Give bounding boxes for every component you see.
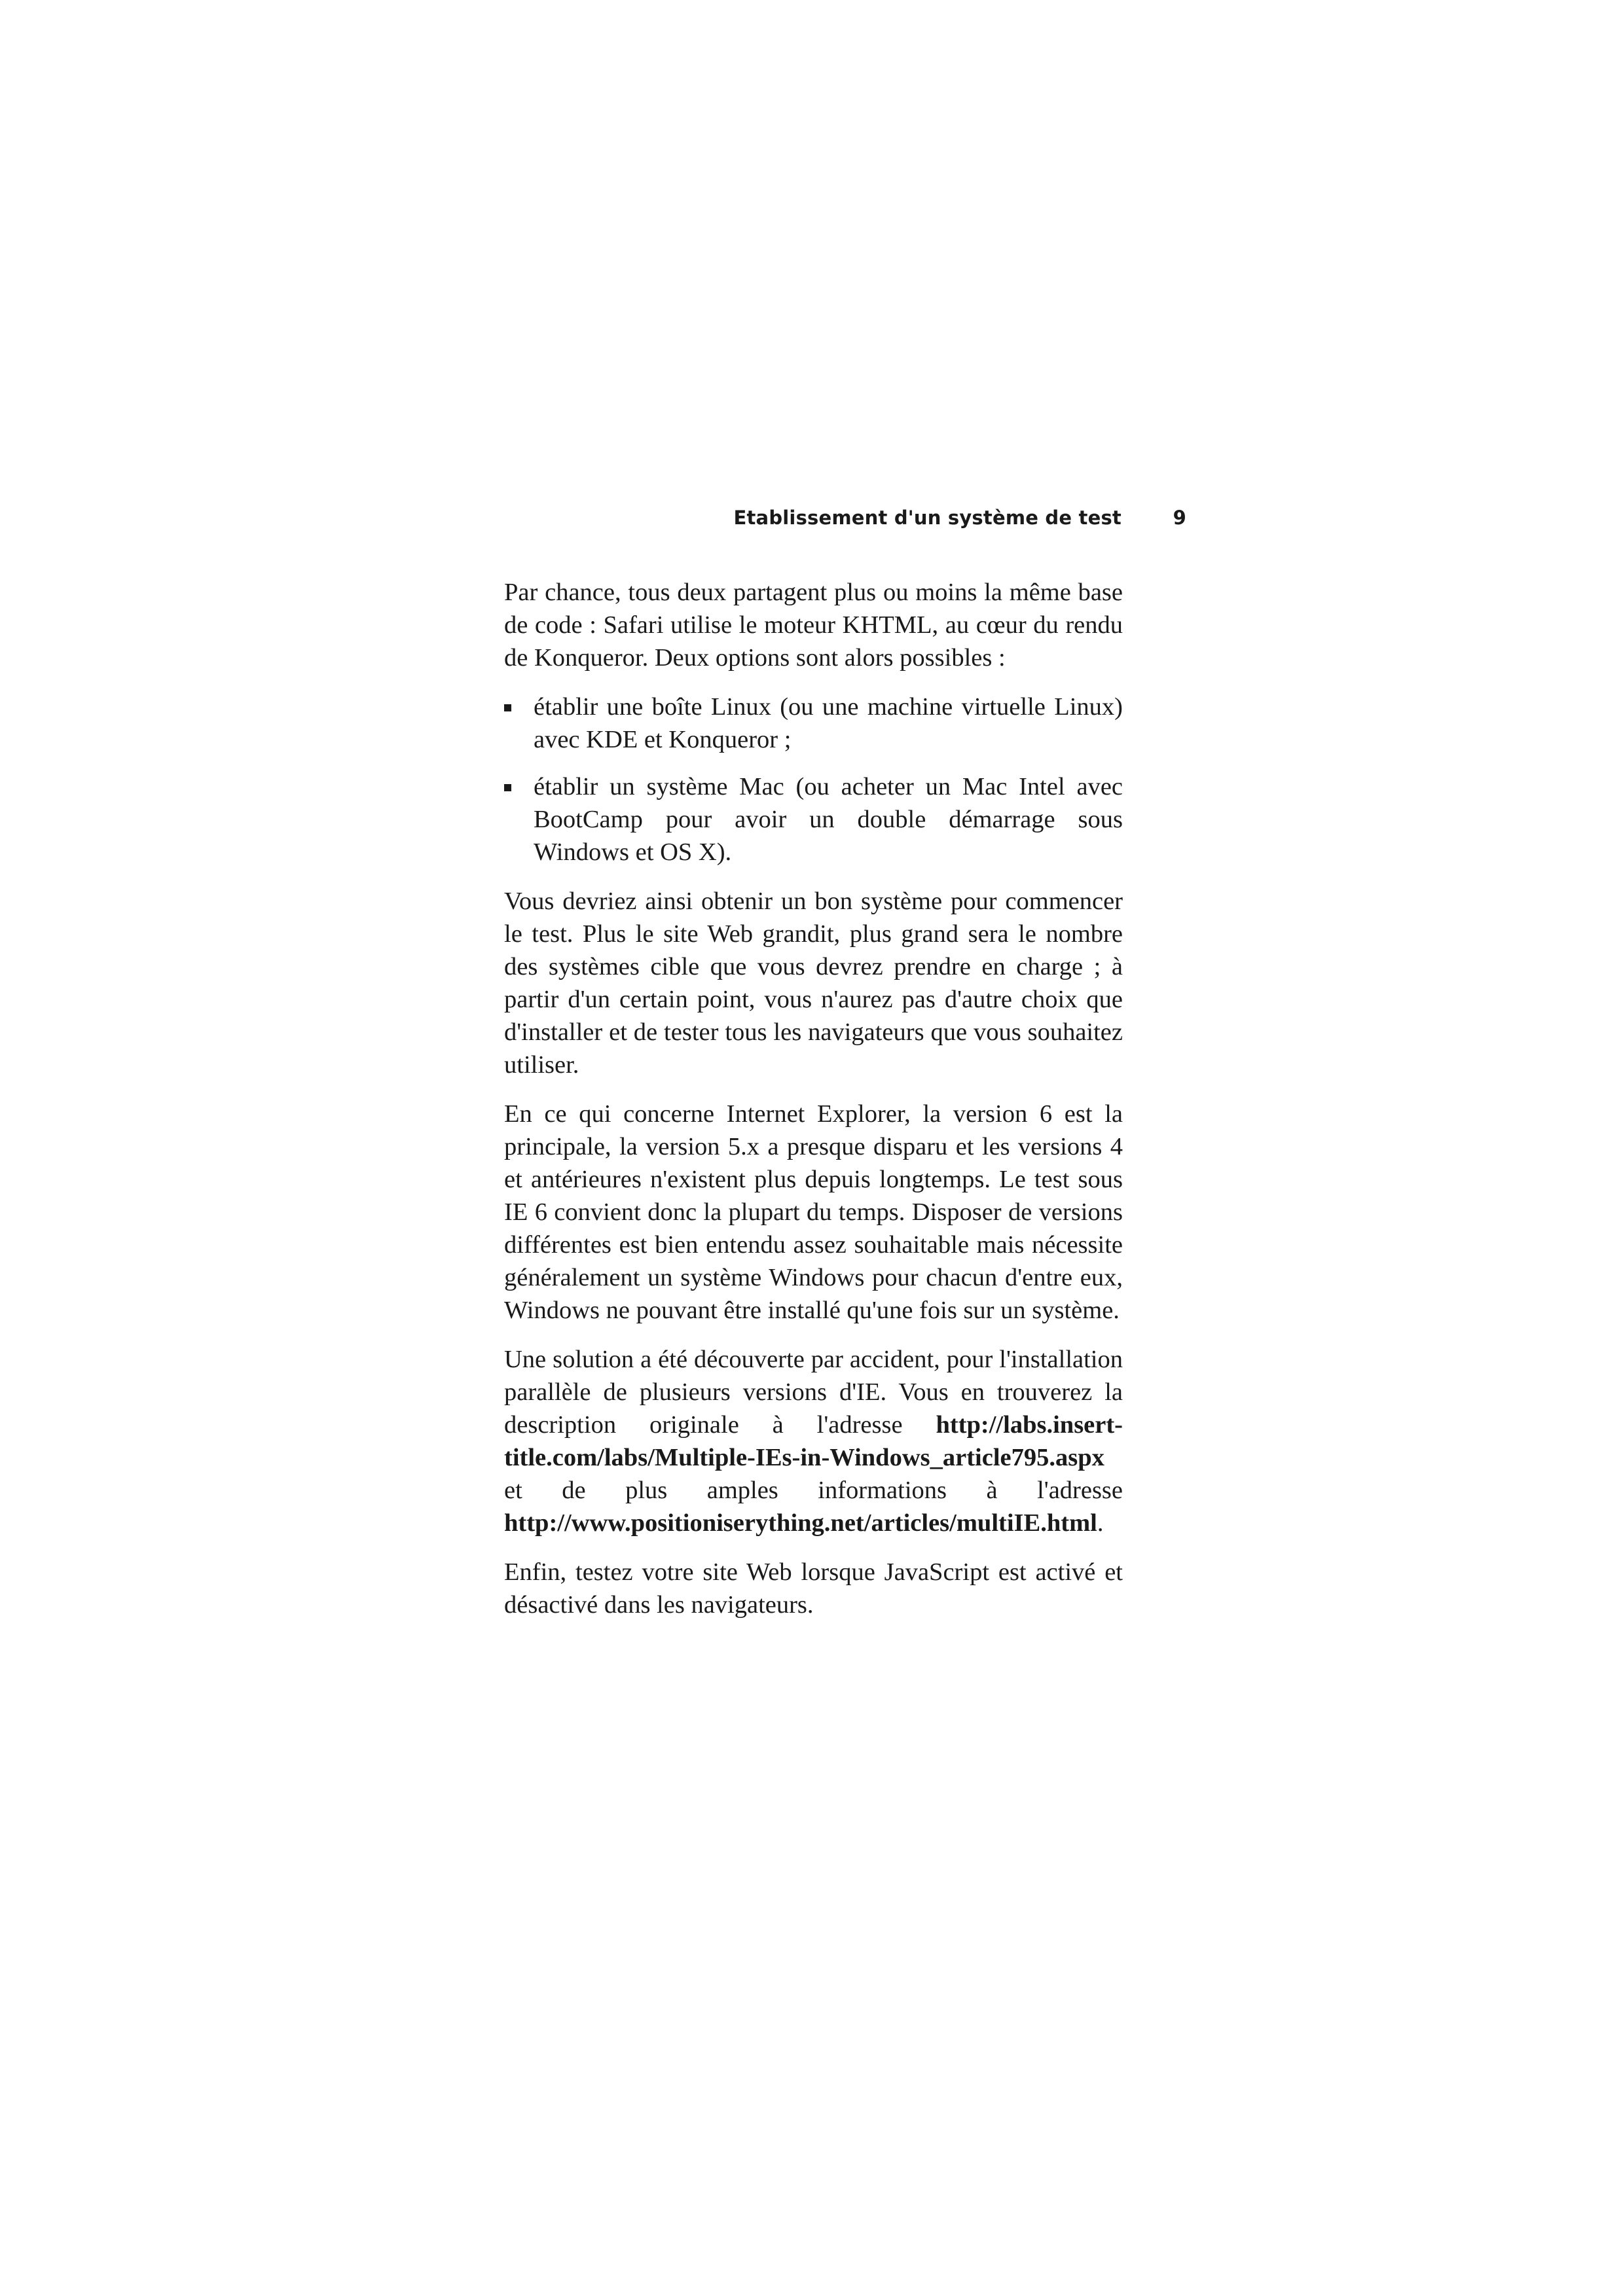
paragraph-intro: Par chance, tous deux partagent plus ou moins la même base de code : Safari utilise le moteur KHTML, au cœur du rendu de Konqueror. Deux options sont alors possibles : bbox=[504, 579, 1123, 672]
url-link-positioniseverything[interactable]: http://www.positioniserything.net/articles/multiIE.html bbox=[504, 1509, 1097, 1537]
paragraph-text: Une solution a été découverte par accident, pour l'installation parallèle de plusieurs versions d'IE. Vous en trouverez la description originale à l'adresse bbox=[504, 1346, 1123, 1439]
list-item-text: établir une boîte Linux (ou une machine virtuelle Linux) avec KDE et Konqueror ; bbox=[534, 693, 1123, 753]
paragraph-text: et de plus amples informations à l'adresse bbox=[504, 1477, 1123, 1504]
square-bullet-icon bbox=[504, 784, 511, 791]
chapter-title: Etablissement d'un système de test bbox=[733, 507, 1122, 529]
options-list bbox=[504, 691, 1123, 869]
page-body bbox=[504, 576, 1123, 1638]
running-header bbox=[504, 500, 1198, 539]
square-bullet-icon bbox=[504, 704, 511, 711]
paragraph-multiple-ie bbox=[504, 1343, 1123, 1539]
list-item bbox=[504, 770, 1123, 869]
paragraph-text: . bbox=[1097, 1509, 1104, 1537]
page-number: 9 bbox=[1173, 507, 1186, 529]
list-item-text: établir un système Mac (ou acheter un Mac Intel avec BootCamp pour avoir un double démarrage sous Windows et OS X). bbox=[534, 773, 1123, 866]
url-link-insert-title[interactable]: http://labs.insert-title.com/labs/Multiple-IEs-in-Windows_article795.aspx bbox=[504, 1411, 1123, 1471]
paragraph-javascript: Enfin, testez votre site Web lorsque JavaScript est activé et désactivé dans les navigateurs. bbox=[504, 1558, 1123, 1619]
paragraph-internet-explorer: En ce qui concerne Internet Explorer, la version 6 est la principale, la version 5.x a presque disparu et les versions 4 et antérieures n'existent plus depuis longtemps. Le test sous IE 6 convient donc la plupart du temps. Disposer de versions différentes est bien entendu assez souhaitable mais nécessite généralement un système Windows pour chacun d'entre eux, Windows ne pouvant être installé qu'une fois sur un système. bbox=[504, 1100, 1123, 1324]
paragraph-test-systems: Vous devriez ainsi obtenir un bon système pour commencer le test. Plus le site Web grandit, plus grand sera le nombre des systèmes cible que vous devrez prendre en charge ; à partir d'un certain point, vous n'aurez pas d'autre choix que d'installer et de tester tous les navigateurs que vous souhaitez utiliser. bbox=[504, 888, 1123, 1079]
list-item bbox=[504, 691, 1123, 756]
